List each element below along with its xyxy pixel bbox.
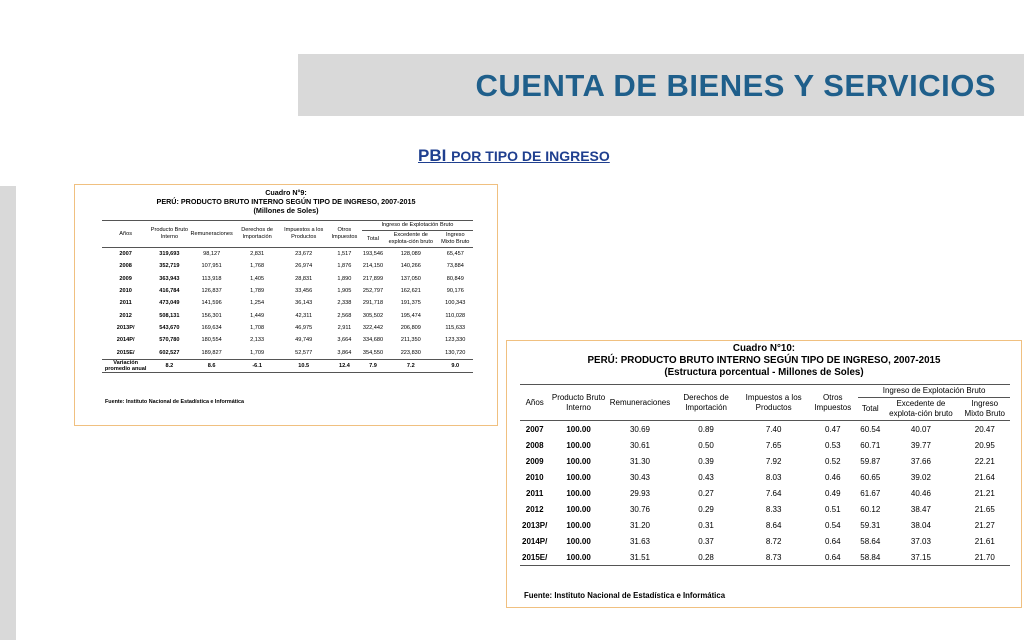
table-cell: 100,343 — [445, 300, 466, 307]
table-cell: 352,719 — [159, 263, 180, 270]
year-cell: 2012 — [119, 312, 132, 319]
column-header: Otros Impuestos — [807, 385, 858, 421]
table9-caption-line: (Millones de Soles) — [253, 206, 319, 215]
table-cell: 37.03 — [910, 536, 931, 546]
table-cell: 26,974 — [295, 263, 313, 270]
table-row — [102, 322, 473, 334]
table-cell: 570,780 — [159, 337, 180, 344]
table-row — [102, 273, 473, 285]
variation-cell: 8.6 — [189, 359, 233, 372]
left-decorative-strip — [0, 186, 16, 640]
variation-label: Variación promedio anual — [102, 359, 149, 372]
column-header: Derechos de Importación — [672, 385, 740, 421]
table-cell: 8.03 — [765, 472, 782, 482]
table-cell: 162,621 — [400, 288, 421, 295]
table-cell: 0.53 — [824, 440, 841, 450]
table-row — [102, 285, 473, 297]
table9-caption-line: PERÚ: PRODUCTO BRUTO INTERNO SEGÚN TIPO DE INGRESO, 2007-2015 — [156, 197, 416, 206]
table-cell: 49,749 — [295, 337, 313, 344]
table-cell: 40.46 — [910, 488, 931, 498]
column-header: Remuneraciones — [189, 221, 233, 248]
table-cell: 30.76 — [629, 504, 650, 514]
table-cell: 0.64 — [824, 536, 841, 546]
section-subtitle — [418, 146, 610, 166]
column-header: Derechos de Importación — [234, 221, 281, 248]
variation-cell: 7.9 — [362, 359, 384, 372]
year-cell: 2008 — [119, 263, 132, 270]
page-title: CUENTA DE BIENES Y SERVICIOS — [475, 68, 996, 103]
column-header: Total — [362, 231, 384, 248]
table9-source: Fuente: Instituto Nacional de Estadística e Informática — [105, 399, 244, 405]
table-cell: 59.31 — [860, 520, 881, 530]
table-cell: 0.37 — [698, 536, 714, 546]
table-cell: 2,568 — [337, 312, 352, 319]
year-cell: 2013P/ — [522, 520, 548, 530]
table-cell: 211,350 — [400, 337, 421, 344]
table-cell: 0.47 — [824, 424, 841, 434]
table-cell: 0.31 — [698, 520, 714, 530]
table9-grid — [102, 220, 473, 373]
table-cuadro-10 — [506, 340, 1022, 608]
group-header: Ingreso de Explotación Bruto — [858, 385, 1010, 398]
table-row — [102, 334, 473, 346]
table-cell: 59.87 — [860, 456, 881, 466]
table-cell: 0.27 — [698, 488, 714, 498]
table-cell: 2,911 — [337, 324, 352, 331]
table-cell: 191,375 — [400, 300, 421, 307]
table-cell: 21.27 — [974, 520, 995, 530]
table-cell: 0.46 — [824, 472, 841, 482]
table-cell: 100.00 — [566, 520, 591, 530]
year-cell: 2007 — [119, 251, 132, 258]
subtitle-main: PBI — [418, 146, 447, 165]
table-cell: 31.63 — [629, 536, 650, 546]
table-cell: 252,797 — [362, 288, 384, 295]
year-cell: 2010 — [525, 472, 544, 482]
table-cell: 21.64 — [974, 472, 995, 482]
subtitle-rest: POR TIPO DE INGRESO — [451, 148, 610, 164]
column-header: Total — [858, 398, 882, 421]
column-header: Ingreso Mixto Bruto — [438, 231, 473, 248]
table-row — [102, 260, 473, 272]
year-cell: 2013P/ — [116, 324, 135, 331]
table-cell: 130,720 — [438, 346, 473, 359]
table10-caption — [507, 343, 1021, 379]
table-cell: 22.21 — [974, 456, 995, 466]
group-header: Ingreso de Explotación Bruto — [362, 221, 473, 231]
year-cell: 2011 — [526, 488, 544, 498]
table-cell: 1,517 — [337, 251, 352, 258]
table-row — [102, 309, 473, 321]
table-cell: 52,577 — [280, 346, 326, 359]
year-cell: 2012 — [525, 504, 544, 514]
year-cell: 2014P/ — [522, 536, 548, 546]
table-cell: 156,301 — [201, 312, 222, 319]
table10-source: Fuente: Instituto Nacional de Estadística e Informática — [524, 591, 726, 600]
table-row — [520, 437, 1010, 453]
table-cell: 3,664 — [337, 337, 352, 344]
table-cell: 189,827 — [189, 346, 233, 359]
variation-cell: 9.0 — [438, 359, 473, 372]
table-cell: 140,266 — [400, 263, 421, 270]
table-cell: 0.51 — [824, 504, 841, 514]
year-cell: 2015E/ — [102, 346, 149, 359]
table-cell: 42,311 — [295, 312, 313, 319]
table-cell: 100.00 — [566, 504, 591, 514]
table-cell: 61.67 — [860, 488, 881, 498]
column-header: Producto Bruto Interno — [149, 221, 189, 248]
table-cell: 602,527 — [149, 346, 189, 359]
table-cell: 128,089 — [400, 251, 421, 258]
table-cell: 100.00 — [549, 549, 607, 566]
table-cell: 107,951 — [201, 263, 222, 270]
table-cell: 0.39 — [698, 456, 714, 466]
table-cell: 80,849 — [446, 275, 464, 282]
table-cell: 110,028 — [445, 312, 466, 319]
table-cell: 214,150 — [362, 263, 384, 270]
year-cell: 2011 — [119, 300, 132, 307]
table-cell: 58.84 — [858, 549, 882, 566]
table-cell: 30.43 — [629, 472, 650, 482]
variation-cell: -6.1 — [234, 359, 281, 372]
table-cell: 36,143 — [295, 300, 313, 307]
table-cell: 137,050 — [400, 275, 421, 282]
table-cell: 1,768 — [250, 263, 265, 270]
table-cell: 322,442 — [362, 324, 384, 331]
table-row — [520, 469, 1010, 485]
table10-caption-line: (Estructura porcentual - Millones de Soles) — [664, 367, 864, 378]
year-cell: 2007 — [525, 424, 544, 434]
column-header: Otros Impuestos — [327, 221, 362, 248]
table-cell: 416,784 — [159, 288, 180, 295]
table-cell: 21.61 — [974, 536, 995, 546]
table-row — [520, 485, 1010, 501]
table-cell: 180,554 — [201, 337, 222, 344]
table-cell: 100.00 — [566, 424, 591, 434]
table-cell: 7.65 — [765, 440, 782, 450]
table-cell: 363,943 — [159, 275, 180, 282]
column-header: Años — [520, 385, 549, 421]
table-cell: 21.70 — [960, 549, 1010, 566]
table-cell: 30.61 — [629, 440, 650, 450]
year-cell: 2014P/ — [116, 337, 135, 344]
variation-cell: 12.4 — [327, 359, 362, 372]
table-cell: 1,789 — [250, 288, 265, 295]
table-cell: 100.00 — [566, 536, 591, 546]
table-cell: 21.21 — [974, 488, 995, 498]
table-cell: 33,456 — [295, 288, 313, 295]
table-cell: 31.30 — [629, 456, 650, 466]
table9-caption-line: Cuadro N°9: — [265, 188, 307, 197]
table-cell: 7.92 — [765, 456, 782, 466]
table-cell: 0.54 — [824, 520, 841, 530]
table-cell: 98,127 — [203, 251, 221, 258]
table-row — [520, 549, 1010, 566]
table-cell: 473,049 — [159, 300, 180, 307]
table-cell: 0.29 — [698, 504, 714, 514]
table-cell: 2,133 — [250, 337, 265, 344]
table-cell: 1,890 — [337, 275, 352, 282]
table-cell: 31.51 — [608, 549, 672, 566]
column-header: Ingreso Mixto Bruto — [960, 398, 1010, 421]
table-cell: 1,876 — [337, 263, 352, 270]
table-cell: 1,709 — [234, 346, 281, 359]
table-cell: 291,718 — [362, 300, 384, 307]
table-cell: 1,405 — [250, 275, 265, 282]
table-cell: 126,837 — [201, 288, 222, 295]
variation-row — [102, 359, 473, 372]
table-cell: 39.77 — [910, 440, 931, 450]
table-cell: 7.40 — [765, 424, 782, 434]
table-cell: 115,633 — [445, 324, 466, 331]
table-cell: 58.64 — [860, 536, 881, 546]
table-cell: 0.52 — [824, 456, 841, 466]
table-cell: 8.33 — [765, 504, 782, 514]
table-cell: 31.20 — [629, 520, 650, 530]
table-cell: 543,670 — [159, 324, 180, 331]
table-row — [520, 517, 1010, 533]
table-row — [520, 421, 1010, 438]
column-header: Impuestos a los Productos — [280, 221, 326, 248]
column-header: Impuestos a los Productos — [740, 385, 807, 421]
table-cell: 8.72 — [765, 536, 782, 546]
table-cell: 113,918 — [201, 275, 222, 282]
table-cell: 1,449 — [250, 312, 265, 319]
table-row — [520, 533, 1010, 549]
table-cell: 1,905 — [337, 288, 352, 295]
table-cell: 39.02 — [910, 472, 931, 482]
table-cell: 354,550 — [362, 346, 384, 359]
table-cell: 100.00 — [566, 440, 591, 450]
table-cell: 2,338 — [337, 300, 352, 307]
table-cell: 37.15 — [882, 549, 959, 566]
column-header: Excedente de explota-ción bruto — [384, 231, 437, 248]
table-cell: 23,672 — [295, 251, 313, 258]
table-cell: 28,831 — [295, 275, 313, 282]
table-cell: 319,693 — [159, 251, 180, 258]
table-cell: 334,680 — [362, 337, 384, 344]
column-header: Años — [102, 221, 149, 248]
table-cell: 193,546 — [362, 251, 384, 258]
year-cell: 2008 — [525, 440, 544, 450]
table-cell: 195,474 — [400, 312, 421, 319]
table-cell: 223,830 — [384, 346, 437, 359]
column-header: Producto Bruto Interno — [549, 385, 607, 421]
table-cell: 0.89 — [698, 424, 714, 434]
table-cell: 30.69 — [629, 424, 650, 434]
table-cell: 90,176 — [446, 288, 464, 295]
table-cell: 60.54 — [860, 424, 881, 434]
table-cell: 1,254 — [250, 300, 265, 307]
year-cell: 2015E/ — [520, 549, 549, 566]
table-cell: 29.93 — [629, 488, 650, 498]
table-cell: 1,708 — [250, 324, 265, 331]
table-cell: 508,131 — [159, 312, 180, 319]
table-cell: 20.47 — [974, 424, 995, 434]
table-cell: 38.47 — [910, 504, 931, 514]
table-cell: 2,831 — [250, 251, 265, 258]
table-row — [520, 453, 1010, 469]
table-cell: 0.49 — [824, 488, 841, 498]
column-header: Remuneraciones — [608, 385, 672, 421]
table-cell: 100.00 — [566, 472, 591, 482]
table-cell: 65,457 — [446, 251, 464, 258]
table-cell: 100.00 — [566, 456, 591, 466]
variation-cell: 8.2 — [149, 359, 189, 372]
table9-caption — [75, 188, 497, 215]
table-row — [102, 346, 473, 359]
table-cell: 40.07 — [910, 424, 931, 434]
year-cell: 2009 — [525, 456, 544, 466]
table10-caption-line: Cuadro N°10: — [732, 343, 796, 354]
table-cell: 169,634 — [201, 324, 222, 331]
table-cell: 37.66 — [910, 456, 931, 466]
table-cell: 73,884 — [446, 263, 464, 270]
table-cell: 123,330 — [445, 337, 466, 344]
year-cell: 2009 — [119, 275, 132, 282]
table-cell: 8.64 — [765, 520, 782, 530]
table-cell: 46,975 — [295, 324, 313, 331]
year-cell: 2010 — [119, 288, 132, 295]
variation-cell: 10.5 — [280, 359, 326, 372]
title-bar — [298, 54, 1024, 116]
table-cell: 217,899 — [362, 275, 384, 282]
table-cell: 0.64 — [807, 549, 858, 566]
table-cell: 305,502 — [362, 312, 384, 319]
table-cell: 0.50 — [698, 440, 714, 450]
table-row — [102, 248, 473, 261]
table-row — [102, 297, 473, 309]
table10-caption-line: PERÚ: PRODUCTO BRUTO INTERNO SEGÚN TIPO DE INGRESO, 2007-2015 — [587, 355, 941, 366]
table-cell: 60.12 — [860, 504, 881, 514]
table-cell: 3,864 — [327, 346, 362, 359]
table-cell: 60.65 — [860, 472, 881, 482]
variation-cell: 7.2 — [384, 359, 437, 372]
table-cell: 21.65 — [974, 504, 995, 514]
table-cell: 141,596 — [201, 300, 222, 307]
table-cell: 60.71 — [860, 440, 881, 450]
table10-grid — [520, 384, 1010, 566]
table-cell: 8.73 — [740, 549, 807, 566]
table-cell: 20.95 — [974, 440, 995, 450]
table-cell: 0.28 — [672, 549, 740, 566]
table-cell: 100.00 — [566, 488, 591, 498]
table-cuadro-9 — [74, 184, 498, 426]
column-header: Excedente de explota-ción bruto — [882, 398, 959, 421]
table-cell: 0.43 — [698, 472, 714, 482]
table-cell: 206,809 — [400, 324, 421, 331]
table-cell: 7.64 — [765, 488, 782, 498]
table-cell: 38.04 — [910, 520, 931, 530]
table-row — [520, 501, 1010, 517]
